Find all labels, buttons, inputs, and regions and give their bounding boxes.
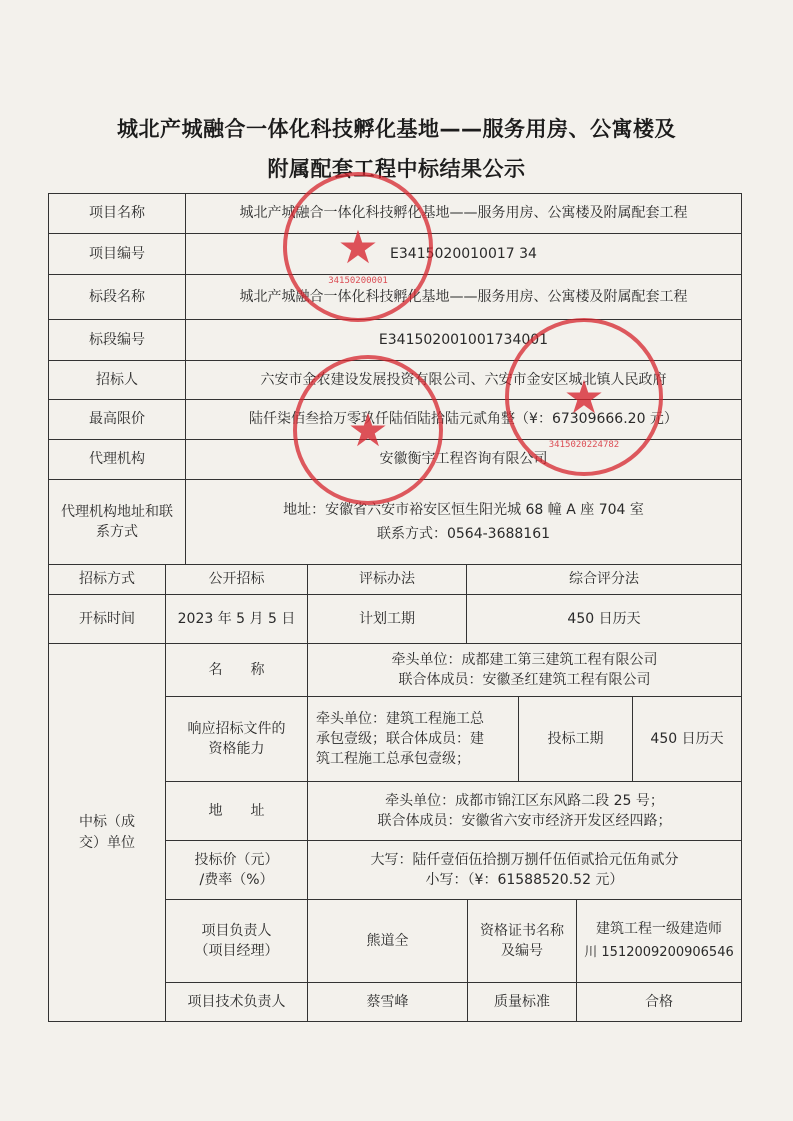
tender-method-value: 公开招标: [165, 564, 308, 595]
tech-lead-label: 项目技术负责人: [165, 982, 308, 1022]
page-title-line-2: 附属配套工程中标结果公示: [267, 157, 526, 181]
planned-period-label: 计划工期: [307, 594, 467, 644]
agency-address: 地址：安徽省六安市裕安区恒生阳光城 68 幢 A 座 704 室: [283, 501, 644, 518]
section-name-value: 城北产城融合一体化科技孵化基地——服务用房、公寓楼及附属配套工程: [185, 274, 742, 320]
qualification-label: 响应招标文件的资格能力: [165, 696, 308, 782]
tenderer-value: 六安市金农建设发展投资有限公司、六安市金安区城北镇人民政府: [185, 360, 742, 400]
project-number-value: E3415020010017 34: [185, 233, 742, 275]
seal-star-icon: ★: [563, 370, 605, 424]
project-name-label: 项目名称: [48, 193, 186, 234]
project-number-label: 项目编号: [48, 233, 186, 275]
evaluation-method-value: 综合评分法: [466, 564, 742, 595]
winner-address-value: [307, 781, 742, 841]
certificate-name: 建筑工程一级建造师: [596, 921, 722, 938]
winner-name-label: 名 称: [165, 643, 308, 697]
winner-address-label: 地 址: [165, 781, 308, 841]
qualification-line-3: 筑工程施工总承包壹级；: [316, 751, 470, 768]
bid-price-label: [165, 840, 308, 900]
evaluation-method-label: 评标办法: [307, 564, 467, 595]
max-price-value: 陆仟柒佰叁拾万零玖仟陆佰陆拾陆元贰角整（¥：67309666.20 元）: [185, 399, 742, 440]
winner-member-address: 联合体成员：安徽省六安市经济开发区经四路；: [377, 813, 672, 829]
section-name-label: 标段名称: [48, 274, 186, 320]
seal-star-icon: ★: [347, 403, 389, 457]
max-price-label: 最高限价: [48, 399, 186, 440]
seal-star-icon: ★: [337, 220, 379, 274]
bid-period-label: 投标工期: [518, 696, 633, 782]
qualification-line-1: 牵头单位：建筑工程施工总: [316, 710, 484, 727]
project-manager-name: 熊道全: [307, 899, 468, 983]
quality-standard-label: 质量标准: [467, 982, 577, 1022]
project-name-value: 城北产城融合一体化科技孵化基地——服务用房、公寓楼及附属配套工程: [185, 193, 742, 234]
qualification-line-2: 承包壹级；联合体成员：建: [316, 730, 484, 747]
tender-method-label: 招标方式: [48, 564, 166, 595]
bid-price-lower: 小写：（¥：61588520.52 元）: [425, 872, 624, 888]
certificate-number: 川 1512009200906546: [584, 944, 734, 960]
agency-seal-number: 34150200001: [328, 276, 388, 286]
winner-lead-address: 牵头单位：成都市锦江区东风路二段 25 号；: [385, 792, 664, 809]
winner-member-name: 联合体成员：安徽圣红建筑工程有限公司: [398, 672, 651, 688]
section-number-label: 标段编号: [48, 319, 186, 361]
section-number-value: E341502001001734001: [185, 319, 742, 361]
agency-phone: 联系方式：0564-3688161: [376, 526, 551, 542]
bid-price-upper: 大写：陆仟壹佰伍拾捌万捌仟伍佰贰拾元伍角贰分: [370, 851, 679, 868]
agency-label: 代理机构: [48, 439, 186, 480]
certificate-label: 资格证书名称及编号: [467, 899, 577, 983]
opening-time-value: 2023 年 5 月 5 日: [165, 594, 308, 644]
winner-name-value: [307, 643, 742, 697]
town-seal-number: 3415020224782: [548, 440, 620, 450]
winner-label: 中标（成交）单位: [48, 643, 166, 1022]
bid-price-label-line-1: 投标价（元）: [194, 851, 279, 868]
opening-time-label: 开标时间: [48, 594, 166, 644]
planned-period-value: 450 日历天: [466, 594, 742, 644]
bid-price-value: [307, 840, 742, 900]
agency-contact-label: 代理机构地址和联系方式: [48, 479, 186, 565]
tenderer-label: 招标人: [48, 360, 186, 400]
project-manager-label-line-2: （项目经理）: [194, 943, 279, 959]
agency-contact-value: [185, 479, 742, 565]
project-manager-label-line-1: 项目负责人: [201, 922, 272, 939]
winner-lead-name: 牵头单位：成都建工第三建筑工程有限公司: [391, 651, 658, 668]
certificate-value: [576, 899, 742, 983]
project-manager-label: [165, 899, 308, 983]
agency-value: 安徽衡宇工程咨询有限公司: [185, 439, 742, 480]
tech-lead-name: 蔡雪峰: [307, 982, 468, 1022]
quality-standard-value: 合格: [576, 982, 742, 1022]
bid-price-label-line-2: /费率（%）: [199, 872, 274, 888]
qualification-value: [307, 696, 519, 782]
page-title-line-1: 城北产城融合一体化科技孵化基地——服务用房、公寓楼及: [117, 117, 676, 141]
bid-period-value: 450 日历天: [632, 696, 742, 782]
